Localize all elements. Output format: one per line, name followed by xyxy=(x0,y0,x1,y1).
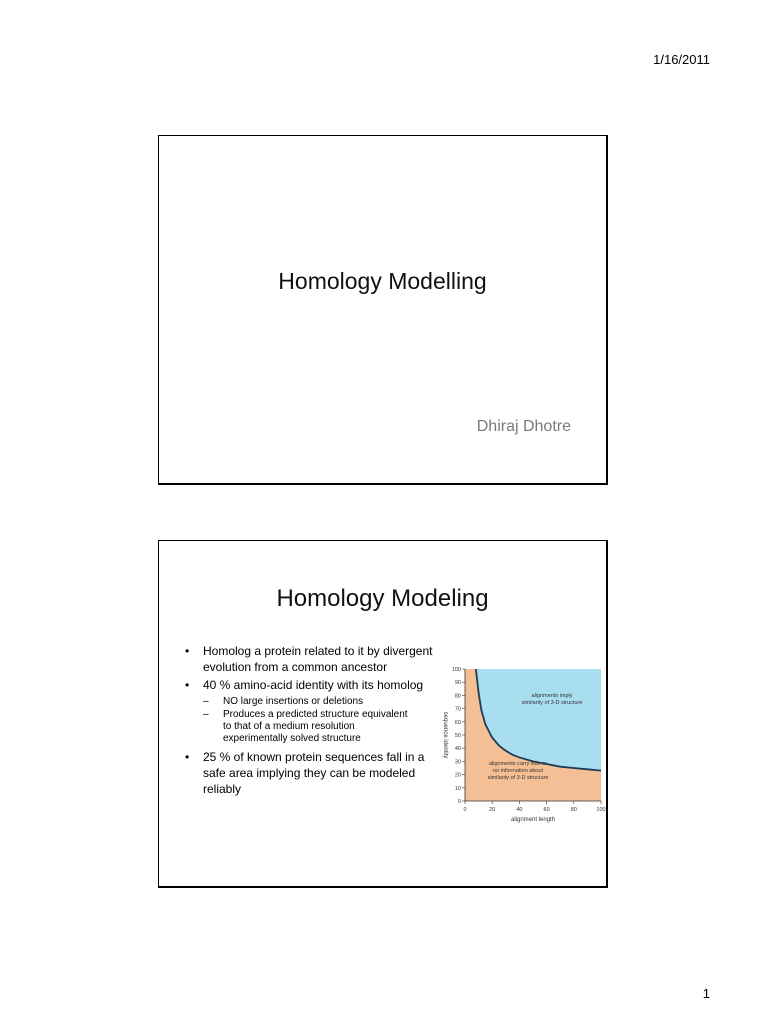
y-tick-label: 100 xyxy=(451,667,461,673)
lower-annotation-line: no information about xyxy=(492,768,544,774)
x-axis-label: alignment length xyxy=(510,817,556,823)
y-tick-label: 60 xyxy=(454,719,461,726)
bullet-item xyxy=(179,643,437,675)
bullet-item xyxy=(179,677,437,745)
page-date: 1/16/2011 xyxy=(653,52,710,67)
bullet-dot-icon: • xyxy=(185,750,190,764)
x-tick-label: 20 xyxy=(489,807,496,813)
x-tick-label: 0 xyxy=(463,807,467,813)
page-number: 1 xyxy=(702,986,710,1001)
y-tick-label: 50 xyxy=(454,733,461,739)
sub-bullet-item xyxy=(203,696,437,708)
sub-bullet-item xyxy=(203,709,437,745)
y-tick-label: 0 xyxy=(457,799,461,805)
lower-annotation-line: alignments carry little or xyxy=(488,761,548,767)
y-tick-label: 70 xyxy=(454,706,461,713)
slide-1 xyxy=(158,135,608,485)
y-tick-label: 90 xyxy=(454,680,461,687)
y-tick-label: 20 xyxy=(454,772,461,779)
dash-icon: – xyxy=(203,709,209,720)
slide-1-title: Homology Modelling xyxy=(278,268,487,294)
y-tick-label: 10 xyxy=(454,785,461,792)
sequence-identity-chart xyxy=(435,661,607,826)
x-tick-label: 60 xyxy=(543,807,550,813)
x-tick-label: 40 xyxy=(516,807,523,813)
bullet-dot-icon: • xyxy=(185,678,190,692)
slide-2 xyxy=(158,540,608,888)
upper-annotation-line: similarity of 3-D structure xyxy=(521,700,583,706)
x-tick-label: 100 xyxy=(596,807,606,813)
bullet-text: 25 % of known protein sequences fall in a safe area implying they can be modeled reliably xyxy=(203,750,425,796)
sub-bullet-text: NO large insertions or deletions xyxy=(223,696,364,707)
slide-1-author: Dhiraj Dhotre xyxy=(476,418,571,435)
bullet-list xyxy=(179,643,437,799)
bullet-item xyxy=(179,749,437,797)
bullet-text: 40 % amino-acid identity with its homolog xyxy=(203,678,424,692)
sub-bullet-list xyxy=(203,696,437,745)
y-tick-label: 80 xyxy=(454,693,461,700)
sub-bullet-text-line: experimentally solved structure xyxy=(223,733,361,744)
upper-annotation-line: alignments imply xyxy=(531,693,573,699)
bullet-dot-icon: • xyxy=(185,644,190,658)
sub-bullet-text-line: to that of a medium resolution xyxy=(223,721,355,732)
y-axis-label: sequence identity xyxy=(442,711,448,759)
dash-icon: – xyxy=(203,696,209,707)
y-tick-label: 40 xyxy=(454,746,461,753)
bullet-text: Homolog a protein related to it by divergent evolution from a common ancestor xyxy=(203,644,433,674)
sub-bullet-text: Produces a predicted structure equivalent xyxy=(223,709,408,720)
x-tick-label: 80 xyxy=(570,807,577,813)
slide-2-title: Homology Modeling xyxy=(276,585,489,612)
y-tick-label: 30 xyxy=(454,759,461,766)
lower-annotation-line: similarity of 3-D structure xyxy=(487,775,549,781)
